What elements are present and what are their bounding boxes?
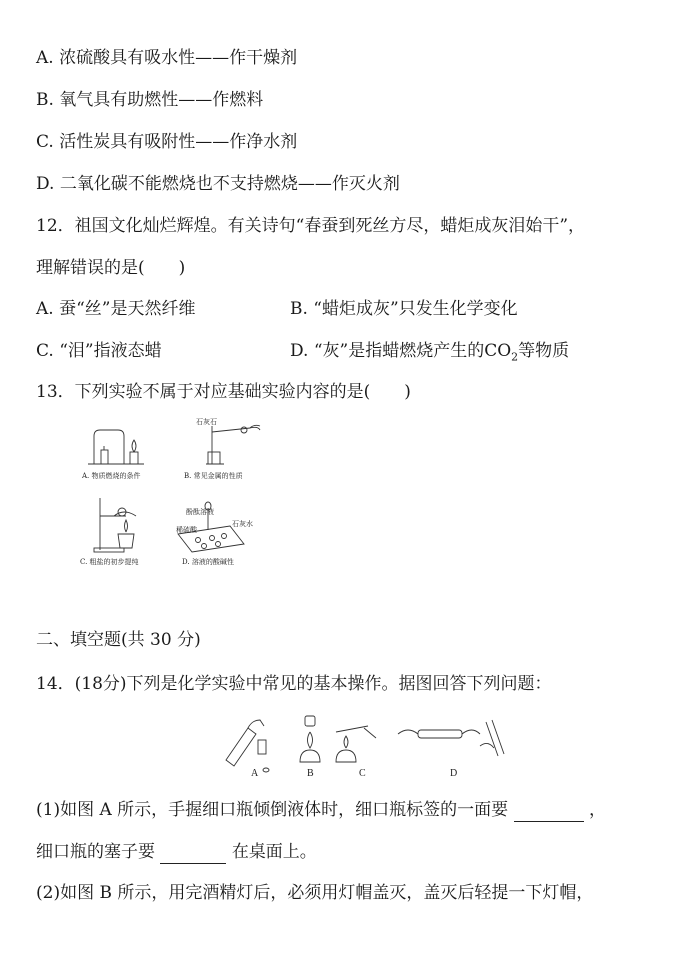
section-title: 二、填空题(共 30 分)	[36, 630, 201, 650]
q14-part1-line1-comma: ，	[588, 800, 606, 820]
answer-blank-1[interactable]	[514, 803, 584, 822]
q13-caption-b: B. 常见金属的性质	[184, 472, 243, 480]
q14-part1-line2-text: 细口瓶的塞子要	[36, 842, 155, 862]
q12-option-d-post: 等物质	[518, 341, 570, 361]
q11-option-d: D. 二氧化碳不能燃烧也不支持燃烧——作灭火剂	[36, 174, 400, 194]
q12-option-b: B. “蜡炬成灰”只发生化学变化	[290, 299, 518, 319]
q12-stem-line1: 12．祖国文化灿烂辉煌。有关诗句“春蚕到死丝方尽，蜡炬成灰泪始干”，	[36, 216, 586, 236]
q14-figure	[218, 712, 508, 780]
q14-part1-line1-text: (1)如图 A 所示，手握细口瓶倾倒液体时，细口瓶标签的一面要	[36, 800, 509, 820]
q14-label-d: D	[450, 768, 458, 779]
q14-part1-line1	[36, 798, 606, 822]
q14-panel-d-illustration	[398, 720, 504, 756]
q14-panel-b-illustration	[300, 716, 320, 762]
q11-option-c: C. 活性炭具有吸附性——作净水剂	[36, 132, 298, 152]
q13-label-dilute-acid: 稀硫酸	[176, 526, 197, 534]
q14-part2-line1: (2)如图 B 所示，用完酒精灯后，必须用灯帽盖灭，盖灭后轻提一下灯帽，	[36, 883, 594, 903]
q12-option-d	[290, 339, 569, 369]
q14-label-a: A	[251, 768, 259, 779]
q14-label-b: B	[307, 768, 314, 779]
q12-stem-line2: 理解错误的是( )	[36, 258, 186, 278]
q14-part1-line2	[36, 840, 317, 864]
q12-option-a: A. 蚕“丝”是天然纤维	[36, 299, 196, 319]
q14-stem: 14．(18分)下列是化学实验中常见的基本操作。据图回答下列问题：	[36, 674, 552, 694]
q13-caption-a: A. 物质燃烧的条件	[82, 472, 141, 480]
q14-part1-line2-tail: 在桌面上。	[231, 842, 317, 862]
q13-panel-a-illustration	[88, 430, 144, 464]
q13-figure	[74, 416, 274, 572]
q13-panel-c-illustration	[94, 498, 136, 552]
q14-panel-c-illustration	[336, 726, 376, 762]
q13-caption-d: D. 溶液的酸碱性	[182, 558, 234, 566]
q13-caption-c: C. 粗盐的初步提纯	[80, 558, 139, 566]
q11-option-a: A. 浓硫酸具有吸水性——作干燥剂	[36, 48, 298, 68]
q12-option-d-sub: 2	[511, 350, 519, 364]
q12-option-d-pre: D. “灰”是指蜡燃烧产生的CO	[290, 341, 512, 361]
answer-blank-2[interactable]	[160, 845, 226, 864]
q11-option-b: B. 氧气具有助燃性——作燃料	[36, 90, 264, 110]
q14-panel-a-illustration	[226, 720, 269, 772]
q12-option-c: C. “泪”指液态蜡	[36, 341, 162, 361]
q13-label-phenolphthalein: 酚酞溶液	[186, 508, 214, 516]
q13-panel-b-illustration	[206, 425, 260, 464]
q13-label-limestone: 石灰石	[196, 418, 217, 426]
q13-stem: 13．下列实验不属于对应基础实验内容的是( )	[36, 382, 411, 402]
q14-label-c: C	[359, 768, 366, 779]
q13-label-limewater: 石灰水	[232, 520, 253, 528]
